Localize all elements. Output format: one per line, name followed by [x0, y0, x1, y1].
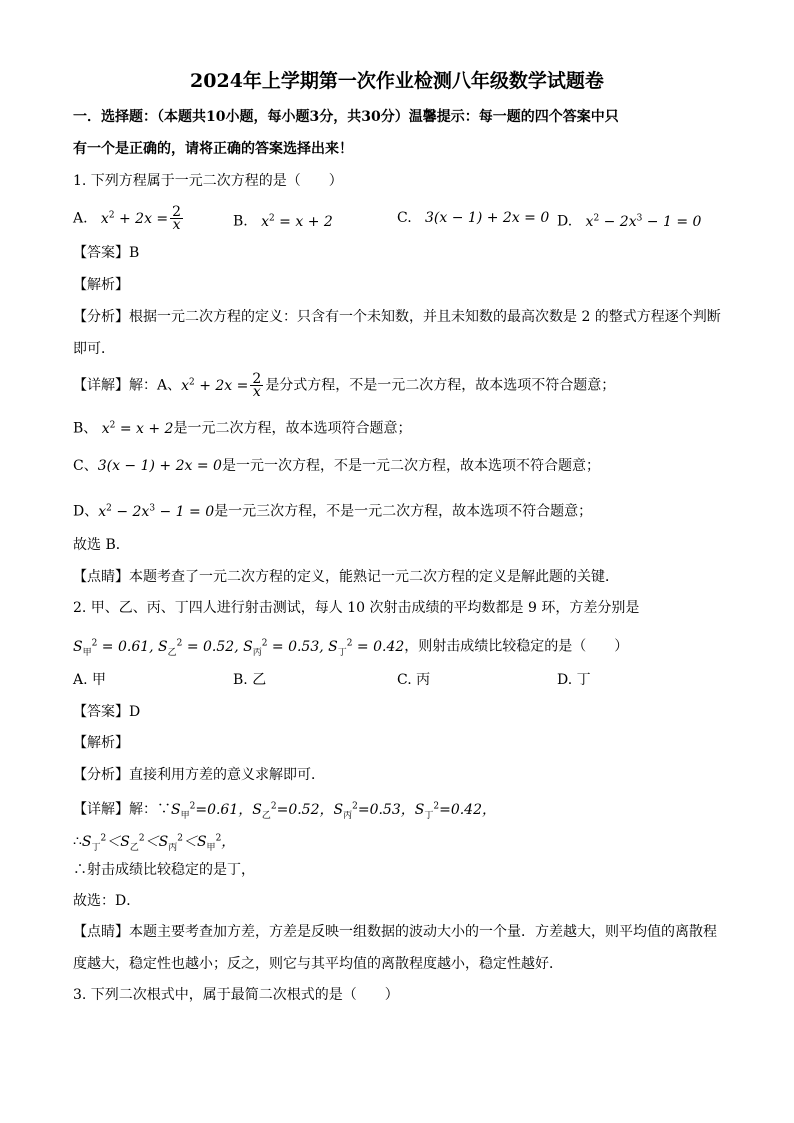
q2-detail-expr: $S_甲^2=0.61$，$S_乙^2=0.52$，$S_丙^2=0.53$，$S_丁^2=0.42$，: [171, 801, 496, 821]
q1-analysis-line-2: 即可．: [73, 341, 115, 357]
q2-option-c: C. 丙: [397, 672, 431, 688]
q2-comment-line-2: 度越大，稳定性也越小；反之，则它与其平均值的离散程度越小，稳定性越好．: [73, 956, 563, 972]
section-heading-line-2: 有一个是正确的，请将正确的答案选择出来！: [73, 141, 353, 157]
q1-detail-d-expr: $x^2 - 2x^3 - 1 = 0$: [98, 503, 215, 520]
q1-option-b-label: B.: [233, 213, 248, 230]
q1-option-c: [397, 208, 549, 228]
q1-stem: 1. 下列方程属于一元二次方程的是（ ）: [73, 173, 343, 189]
q1-option-d: [557, 208, 701, 232]
q1-detail-c-prefix: C、: [73, 458, 98, 474]
q1-detail-b-suffix: 是一元二次方程，故本选项符合题意；: [173, 420, 412, 437]
q1-option-d-label: D.: [557, 213, 573, 230]
q1-detail-d-suffix: 是一元三次方程，不是一元二次方程，故本选项不符合题意；: [214, 503, 593, 520]
q2-variances: [73, 633, 723, 662]
q2-stem: 2. 甲、乙、丙、丁四人进行射击测试，每人 10 次射击成绩的平均数都是 9 环，方差分别是: [73, 600, 640, 616]
q2-chain-expr: $S_丁^2<S_乙^2<S_丙^2<S_甲^2$，: [81, 833, 236, 853]
q1-detail-a: [73, 371, 723, 401]
q1-detail-a-prefix: 【详解】解：A、: [73, 377, 182, 394]
q1-option-c-expr: 3(x − 1) + 2x = 0: [416, 210, 550, 226]
q1-detail-d-prefix: D、: [73, 503, 99, 520]
section-heading-line-1: 一．选择题：（本题共10小题，每小题3分，共30分）温馨提示：每一题的四个答案中只: [73, 109, 619, 125]
q3-stem: 3. 下列二次根式中，属于最简二次根式的是（ ）: [73, 987, 399, 1003]
q1-option-a: [73, 204, 185, 234]
q1-analysis-head: 【解析】: [73, 277, 129, 293]
q1-option-c-label: C.: [397, 210, 412, 226]
q1-detail-c-suffix: 是一元一次方程，不是一元二次方程，故本选项不符合题意；: [221, 458, 600, 474]
q2-comment-line-1: 【点睛】本题主要考查加方差，方差是反映一组数据的波动大小的一个量．方差越大，则平均值的离散程: [73, 924, 717, 940]
q1-comment: 【点睛】本题考查了一元二次方程的定义，能熟记一元二次方程的定义是解此题的关键．: [73, 569, 619, 585]
q1-detail-b-expr: $x^2 = x + 2$: [101, 420, 174, 437]
q2-option-b: B. 乙: [233, 672, 267, 688]
q1-detail-d: [73, 498, 723, 522]
q1-option-a-label: A.: [73, 210, 88, 227]
q2-option-d: D. 丁: [557, 672, 591, 688]
q1-detail-b-prefix: B、: [73, 420, 98, 437]
q2-conclusion: 故选：D．: [73, 893, 141, 909]
q1-detail-a-suffix: 是分式方程，不是一元二次方程，故本选项不符合题意；: [265, 377, 616, 394]
q2-analysis-head: 【解析】: [73, 735, 129, 751]
q1-detail-a-expr: $x^2 + 2x$ = $\frac{2}{x}$: [181, 371, 262, 401]
q2-result: ∴射击成绩比较稳定的是丁，: [73, 862, 255, 878]
q1-analysis-line-1: 【分析】根据一元二次方程的定义：只含有一个未知数，并且未知数的最高次数是 2 的整式方程逐个判断: [73, 309, 721, 325]
q2-detail-prefix: 【详解】解：∵: [73, 801, 171, 818]
q2-chain: [73, 828, 723, 857]
q2-answer: 【答案】D: [73, 704, 141, 720]
q2-variances-suffix: ，则射击成绩比较稳定的是（ ）: [404, 638, 629, 655]
q1-option-d-expr: $x^2 - 2x^3 - 1 = 0$: [576, 213, 702, 230]
q2-chain-prefix: ∴: [73, 833, 82, 850]
q2-analysis: 【分析】直接利用方差的意义求解即可．: [73, 767, 325, 783]
q1-option-a-expr: $x^2 + 2x$ = $\frac{2}{x}$: [92, 204, 182, 234]
q1-detail-b: [73, 415, 723, 439]
q2-detail: [73, 796, 723, 825]
q2-variances-expr: $S_甲^2 = 0.61$, $S_乙^2 = 0.52$, $S_丙^2 = 0.53$, $S_丁^2 = 0.42$: [73, 638, 405, 658]
q1-detail-c-expr: 3(x − 1) + 2x = 0: [97, 458, 222, 474]
q1-option-b-expr: $x^2 = x + 2$: [252, 213, 333, 230]
q1-conclusion: 故选 B．: [73, 537, 130, 553]
q2-option-a: A. 甲: [73, 672, 107, 688]
page-title: 2024年上学期第一次作业检测八年级数学试题卷: [190, 70, 604, 92]
q1-answer: 【答案】B: [73, 245, 140, 261]
q1-detail-c: [73, 456, 723, 476]
q1-option-b: [233, 208, 333, 232]
